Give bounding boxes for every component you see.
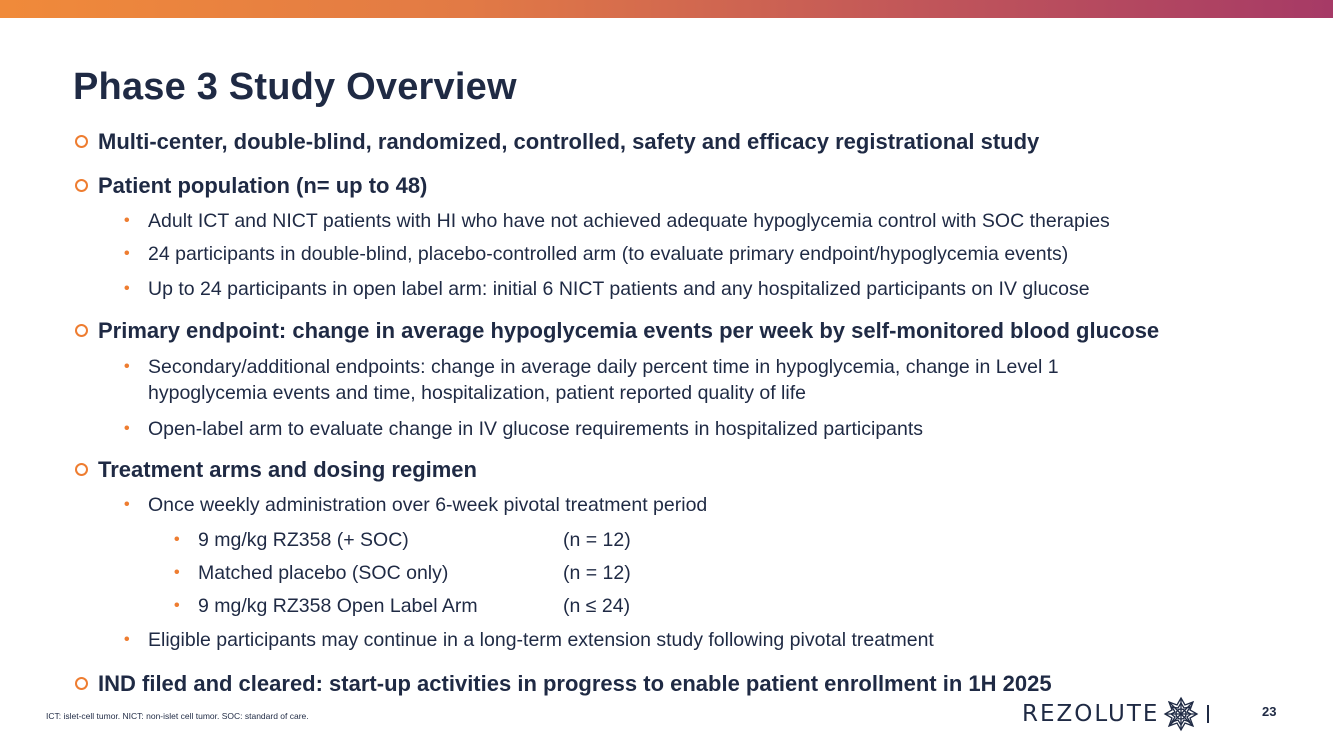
- bullet-primary-endpoint: Primary endpoint: change in average hypoglycemia events per week by self-monitored blood glucose: [75, 318, 1159, 344]
- arm-n: (n = 12): [563, 562, 631, 584]
- dot-bullet-icon: •: [124, 496, 130, 513]
- page-number: 23: [1262, 704, 1277, 719]
- sub-bullet: • Adult ICT and NICT patients with HI who have not achieved adequate hypoglycemia control with SOC therapies: [124, 210, 1110, 232]
- sub-bullet: • Up to 24 participants in open label arm: initial 6 NICT patients and any hospitalized participants on IV glucose: [124, 278, 1090, 300]
- arm-name: 9 mg/kg RZ358 (+ SOC): [198, 529, 409, 551]
- sub-bullet: • Eligible participants may continue in a long-term extension study following pivotal treatment: [124, 629, 934, 651]
- logo-text: REZOLUTE: [1022, 701, 1160, 727]
- dot-bullet-icon: •: [174, 531, 180, 548]
- dot-bullet-icon: •: [124, 358, 130, 375]
- circle-bullet-icon: [75, 463, 88, 476]
- arm-name: Matched placebo (SOC only): [198, 562, 449, 584]
- dot-bullet-icon: •: [124, 631, 130, 648]
- treatment-arm-row: [174, 529, 631, 552]
- sub-bullet: • Open-label arm to evaluate change in IV glucose requirements in hospitalized participants: [124, 418, 924, 440]
- treatment-arm-row: [174, 562, 631, 585]
- geometric-flower-icon: [1163, 696, 1199, 732]
- sub-bullet: • Once weekly administration over 6-week pivotal treatment period: [124, 494, 708, 516]
- dot-bullet-icon: •: [174, 597, 180, 614]
- circle-bullet-icon: [75, 324, 88, 337]
- treatment-arm-row: [174, 595, 630, 618]
- dot-bullet-icon: •: [124, 420, 130, 437]
- arm-n: (n ≤ 24): [563, 595, 631, 617]
- dot-bullet-icon: •: [124, 212, 130, 229]
- sub-bullet: • Secondary/additional endpoints: change in average daily percent time in hypoglycemia, change in Level 1: [124, 356, 1059, 378]
- arm-n: (n = 12): [563, 529, 631, 551]
- circle-bullet-icon: [75, 179, 88, 192]
- circle-bullet-icon: [75, 677, 88, 690]
- sub-bullet: • 24 participants in double-blind, placebo-controlled arm (to evaluate primary endpoint/hypoglycemia events): [124, 243, 1069, 265]
- sub-bullet-continuation: hypoglycemia events and time, hospitalization, patient reported quality of life: [148, 382, 806, 404]
- company-logo: [1022, 696, 1209, 732]
- arm-name: 9 mg/kg RZ358 Open Label Arm: [198, 595, 478, 617]
- dot-bullet-icon: •: [124, 245, 130, 262]
- bullet-study-design: Multi-center, double-blind, randomized, controlled, safety and efficacy registrational study: [75, 129, 1039, 155]
- bullet-patient-population: Patient population (n= up to 48): [75, 173, 427, 199]
- page-title: Phase 3 Study Overview: [73, 66, 517, 108]
- circle-bullet-icon: [75, 135, 88, 148]
- dot-bullet-icon: •: [174, 564, 180, 581]
- bullet-treatment-arms: Treatment arms and dosing regimen: [75, 457, 477, 483]
- footnote: ICT: islet-cell tumor. NICT: non-islet cell tumor. SOC: standard of care.: [46, 711, 309, 721]
- dot-bullet-icon: •: [124, 280, 130, 297]
- bullet-ind-status: IND filed and cleared: start-up activities in progress to enable patient enrollment in 1H 2025: [75, 671, 1052, 697]
- logo-divider: [1207, 705, 1209, 723]
